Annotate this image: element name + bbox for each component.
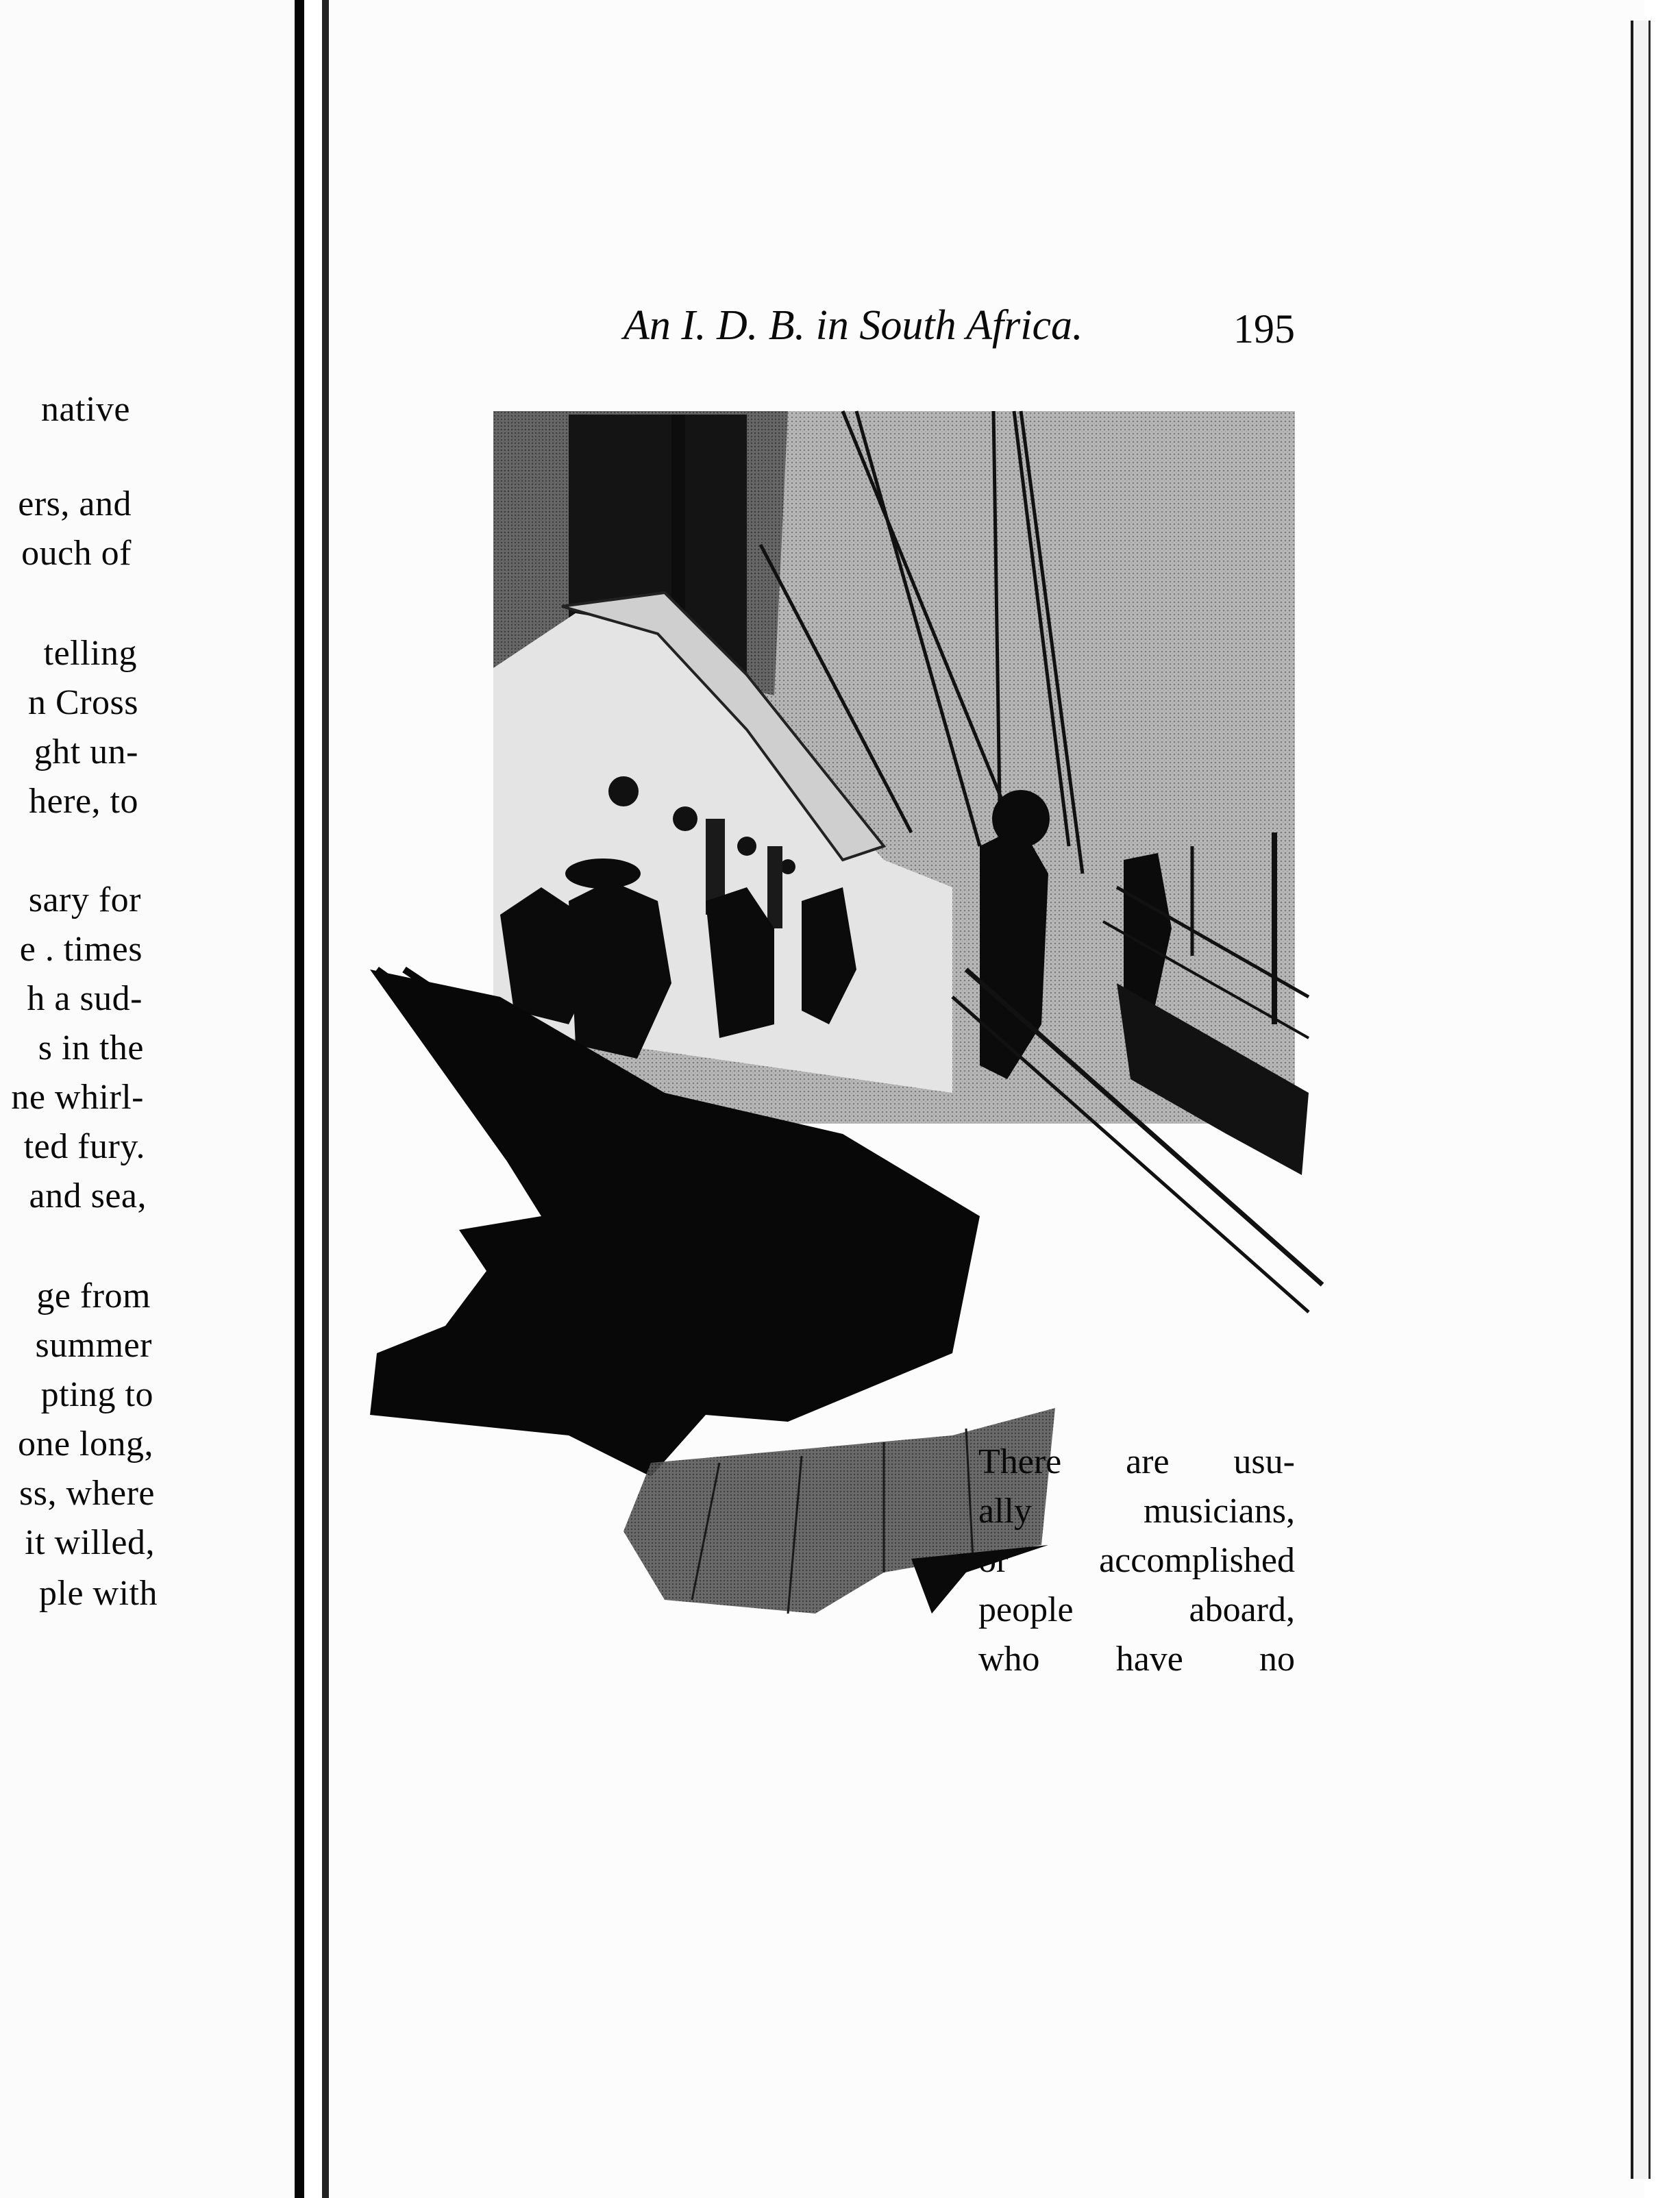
text-line: ss, where xyxy=(18,1474,155,1513)
caption-line: There are usu- xyxy=(978,1442,1295,1481)
text-line: native xyxy=(40,390,130,429)
previous-page-fragment xyxy=(0,0,295,2198)
caption-line: who have no xyxy=(978,1640,1295,1679)
text-line: ted fury. xyxy=(23,1127,145,1166)
text-line: n Cross xyxy=(28,683,138,722)
text-line: h a sud- xyxy=(27,979,143,1018)
text-line: summer xyxy=(35,1326,152,1365)
running-head: An I. D. B. in South Africa. xyxy=(623,302,1083,349)
caption-line: or accomplished xyxy=(978,1541,1295,1580)
text-line: ple with xyxy=(39,1574,158,1613)
text-line: pting to xyxy=(40,1375,153,1414)
text-line: telling xyxy=(43,634,137,673)
gutter-rule xyxy=(322,0,329,2198)
text-line: and sea, xyxy=(29,1176,147,1215)
text-line: it willed, xyxy=(25,1523,155,1562)
text-line: ouch of xyxy=(21,534,132,573)
text-line: here, to xyxy=(29,782,138,821)
text-line: ge from xyxy=(36,1276,151,1316)
page-edge xyxy=(1631,21,1651,2179)
text-line: sary for xyxy=(28,880,141,919)
gutter-rule xyxy=(295,0,304,2198)
caption-text xyxy=(978,1437,1295,1684)
text-line: s in the xyxy=(38,1028,144,1067)
text-line: ght un- xyxy=(34,732,138,771)
text-line: ne whirl- xyxy=(11,1078,144,1117)
text-line: one long, xyxy=(17,1424,153,1464)
caption-line: people aboard, xyxy=(978,1590,1295,1629)
caption-line: ally musicians, xyxy=(978,1492,1295,1531)
text-line: e . times xyxy=(19,930,143,969)
text-line: ers, and xyxy=(18,484,132,523)
page-number: 195 xyxy=(1233,306,1295,351)
